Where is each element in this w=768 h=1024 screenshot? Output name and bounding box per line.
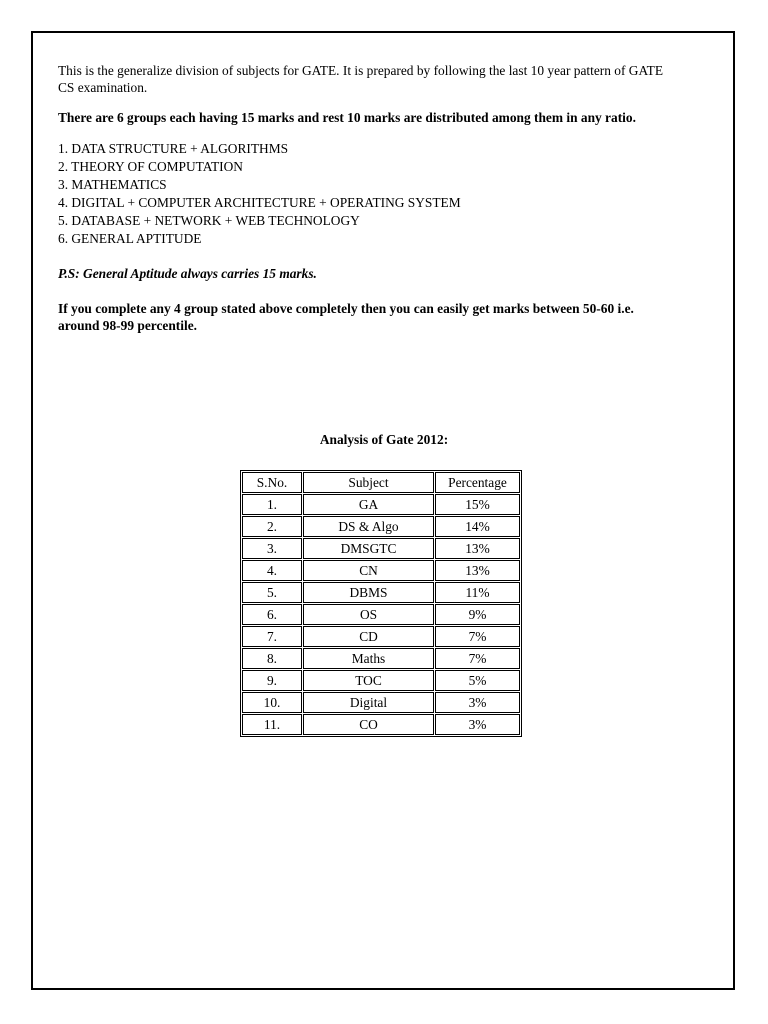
document-content: [58, 62, 668, 334]
groups-note: There are 6 groups each having 15 marks and rest 10 marks are distributed among them in any ratio.: [58, 110, 636, 125]
group-item: 2. THEORY OF COMPUTATION: [58, 159, 243, 174]
cell-subject: Digital: [303, 692, 434, 713]
cell-sno: 3.: [242, 538, 302, 559]
header-percentage: Percentage: [435, 472, 520, 493]
analysis-title: Analysis of Gate 2012:: [319, 432, 449, 447]
table-row: [242, 538, 520, 559]
cell-subject: DBMS: [303, 582, 434, 603]
table-row: [242, 714, 520, 735]
cell-percentage: 13%: [435, 560, 520, 581]
header-subject: Subject: [303, 472, 434, 493]
table-row: [242, 582, 520, 603]
cell-sno: 2.: [242, 516, 302, 537]
table-row: [242, 670, 520, 691]
cell-sno: 1.: [242, 494, 302, 515]
cell-percentage: 5%: [435, 670, 520, 691]
subject-percentage-table: [240, 470, 522, 737]
group-item: 1. DATA STRUCTURE + ALGORITHMS: [58, 141, 289, 156]
cell-subject: Maths: [303, 648, 434, 669]
cell-percentage: 3%: [435, 692, 520, 713]
cell-sno: 7.: [242, 626, 302, 647]
group-item: 3. MATHEMATICS: [58, 177, 167, 192]
groups-list: [58, 140, 668, 248]
cell-percentage: 15%: [435, 494, 520, 515]
cell-percentage: 7%: [435, 626, 520, 647]
cell-percentage: 7%: [435, 648, 520, 669]
cell-sno: 9.: [242, 670, 302, 691]
table-row: [242, 626, 520, 647]
group-item: 4. DIGITAL + COMPUTER ARCHITECTURE + OPERATING SYSTEM: [58, 195, 461, 210]
table-row: [242, 692, 520, 713]
cell-subject: GA: [303, 494, 434, 515]
cell-subject: OS: [303, 604, 434, 625]
cell-sno: 4.: [242, 560, 302, 581]
table-row: [242, 604, 520, 625]
table-header-row: [242, 472, 520, 493]
cell-subject: CN: [303, 560, 434, 581]
cell-percentage: 13%: [435, 538, 520, 559]
intro-paragraph: This is the generalize division of subjects for GATE. It is prepared by following the last 10 year pattern of GATE CS examination.: [58, 63, 664, 95]
cell-sno: 8.: [242, 648, 302, 669]
cell-percentage: 11%: [435, 582, 520, 603]
completion-note: If you complete any 4 group stated above completely then you can easily get marks between 50-60 i.e. around 98-99 percentile.: [58, 301, 634, 333]
cell-percentage: 3%: [435, 714, 520, 735]
table-row: [242, 494, 520, 515]
cell-subject: CD: [303, 626, 434, 647]
cell-subject: CO: [303, 714, 434, 735]
cell-sno: 10.: [242, 692, 302, 713]
group-item: 6. GENERAL APTITUDE: [58, 231, 202, 246]
table-row: [242, 516, 520, 537]
cell-subject: DS & Algo: [303, 516, 434, 537]
cell-subject: DMSGTC: [303, 538, 434, 559]
cell-subject: TOC: [303, 670, 434, 691]
cell-sno: 5.: [242, 582, 302, 603]
cell-percentage: 9%: [435, 604, 520, 625]
table-row: [242, 648, 520, 669]
group-item: 5. DATABASE + NETWORK + WEB TECHNOLOGY: [58, 213, 360, 228]
header-sno: S.No.: [242, 472, 302, 493]
cell-percentage: 14%: [435, 516, 520, 537]
cell-sno: 6.: [242, 604, 302, 625]
cell-sno: 11.: [242, 714, 302, 735]
ps-note: P.S: General Aptitude always carries 15 marks.: [58, 266, 317, 281]
table-row: [242, 560, 520, 581]
